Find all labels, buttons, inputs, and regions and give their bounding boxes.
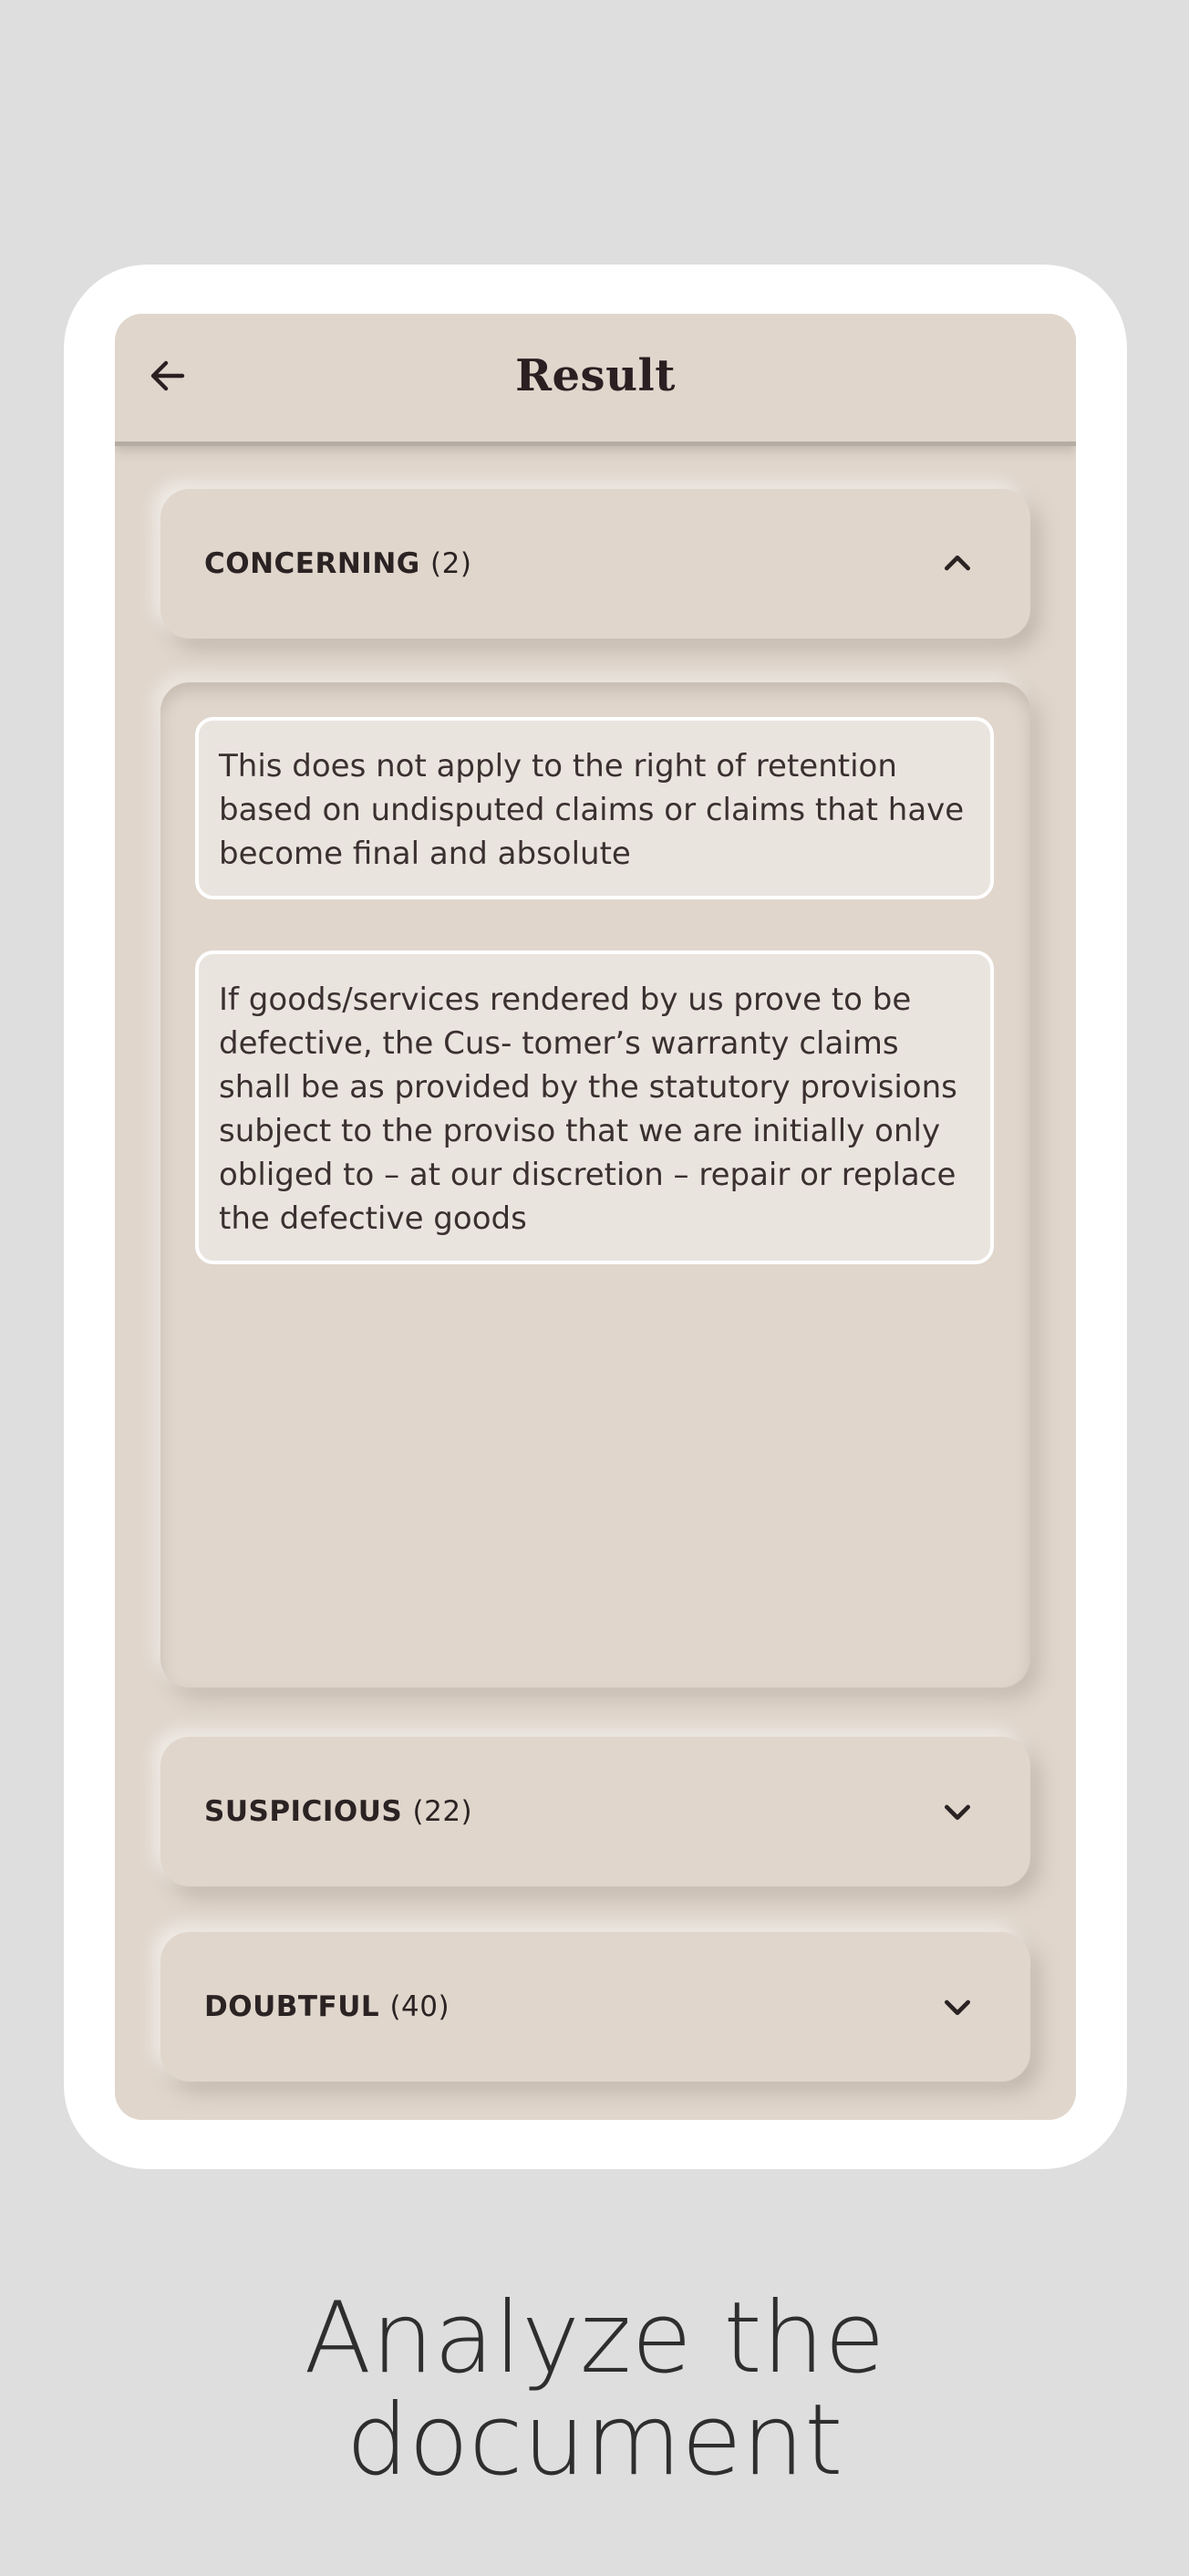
section-header-concerning[interactable] xyxy=(160,489,1030,639)
chevron-up-icon[interactable] xyxy=(939,545,976,582)
tagline-line-1: Analyze the xyxy=(304,2281,885,2395)
section-label: DOUBTFUL xyxy=(204,1990,380,2023)
section-suspicious[interactable] xyxy=(160,1737,1030,1886)
section-header-doubtful[interactable] xyxy=(160,1932,1030,2082)
finding-card[interactable] xyxy=(195,717,994,899)
marketing-tagline xyxy=(0,2281,1189,2498)
section-header-suspicious[interactable] xyxy=(160,1737,1030,1886)
app-bar xyxy=(115,314,1076,446)
page-title: Result xyxy=(515,350,676,401)
finding-card[interactable] xyxy=(195,950,994,1264)
concerning-items-panel xyxy=(160,682,1030,1688)
chevron-down-icon[interactable] xyxy=(939,1989,976,2025)
section-label: CONCERNING xyxy=(204,547,420,580)
section-doubtful[interactable] xyxy=(160,1932,1030,2082)
section-count: (2) xyxy=(430,547,472,580)
section-title-suspicious xyxy=(204,1795,472,1828)
section-count: (22) xyxy=(412,1795,473,1828)
tagline-line-2: document xyxy=(346,2384,843,2498)
phone-frame xyxy=(64,265,1127,2169)
finding-text: If goods/services rendered by us prove to be defective, the Cus- tomer’s warranty claims shall be as provided by the statutory provisions subject to the proviso that we are initially only obliged to – at our discretion – repair or replace the defective goods xyxy=(219,982,957,1237)
section-count: (40) xyxy=(389,1990,450,2023)
section-label: SUSPICIOUS xyxy=(204,1795,403,1828)
section-title-doubtful xyxy=(204,1990,450,2023)
app-screen xyxy=(115,314,1076,2120)
section-concerning[interactable] xyxy=(160,489,1030,639)
section-title-concerning xyxy=(204,547,471,580)
finding-text: This does not apply to the right of retention based on undisputed claims or claims that have become final and absolute xyxy=(219,748,965,872)
chevron-down-icon[interactable] xyxy=(939,1793,976,1830)
